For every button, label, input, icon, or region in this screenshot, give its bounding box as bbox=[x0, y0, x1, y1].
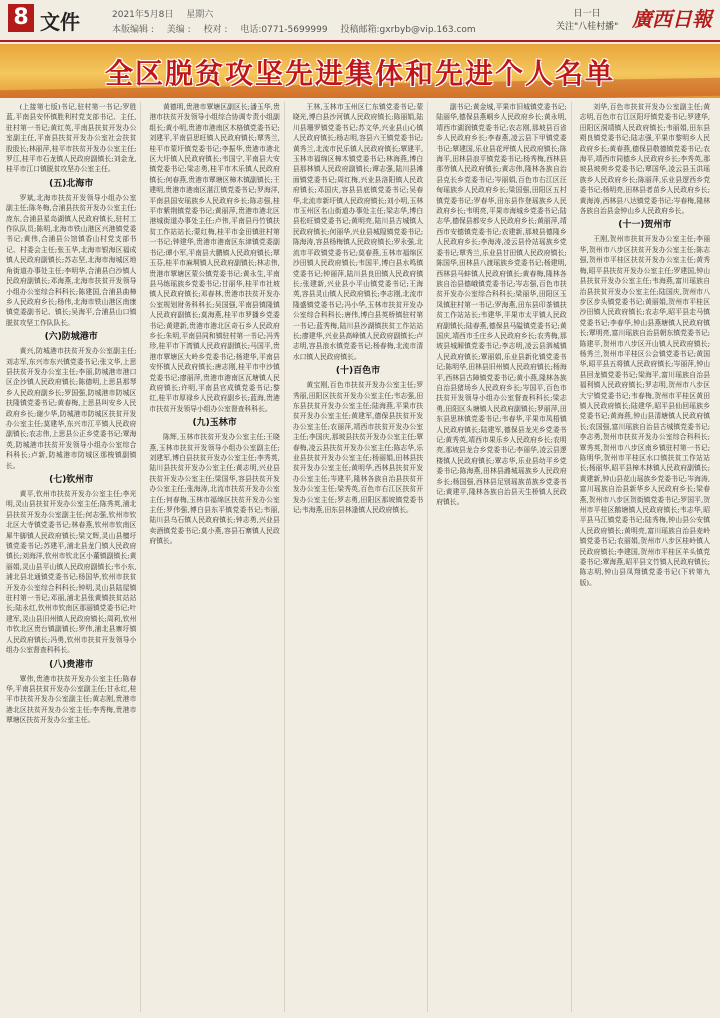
date: 2021年5月8日 bbox=[112, 10, 174, 20]
editor-credit: 本版编辑 : bbox=[112, 25, 154, 35]
daily-notice bbox=[556, 8, 618, 34]
column-5 bbox=[580, 102, 714, 1012]
column-1 bbox=[6, 102, 141, 1012]
heading-hezhou: (十一)贺州市 bbox=[618, 220, 672, 231]
heading-guigang: (八)贵港市 bbox=[49, 659, 94, 670]
col2-text: 黄德明,贵港市覃塘区副区长;潘玉华,贵港市扶贫开发领导小组综合协调专责小组副组长;黄小明,贵港市港南区木格镇党委书记;刘建平,平南县思旺镇人民政府镇长;覃秀兰,桂平市蒙圩镇党委书记;李振华,贵港市港北区大圩镇人民政府镇长;韦国宁,平南县大安镇党委书记;梁志勇,桂平市木乐镇人民政府镇长;何春燕,贵港市覃塘区樟木镇副镇长;王建明,贵港市港南区湛江镇党委书记;罗海洋,平南县国安瑶族乡人民政府乡长;陈志强,桂平市紫荆镇党委书记;黄丽萍,贵港市港北区港城街道办事处主任;卢伟,平南县丹竹镇扶贫工作站站长;蒙红梅,桂平市金田镇驻村第一书记;钟建华,贵港市港南区东津镇党委副书记;谭小军,平南县大鹏镇人民政府镇长;覃玉芬,桂平市麻垌镇人民政府副镇长;林志伟,贵港市覃塘区蒙公镇党委书记;黄永生,平南县马练瑶族乡党委书记;甘丽华,桂平市社坡镇人民政府镇长;邓春林,贵港市扶贫开发办公室规划财务科科长;吴国强,平南县镇隆镇人民政府副镇长;莫海燕,桂平市罗播乡党委书记;黄建新,贵港市港北区奇石乡人民政府乡长;朱明,平南县同和镇驻村第一书记;冯秀珍,桂平市下湾镇人民政府副镇长;马国平,贵港市覃塘区大岭乡党委书记;杨建华,平南县安怀镇人民政府镇长;唐志刚,桂平市中沙镇党委书记;廖丽萍,贵港市港南区瓦塘镇人民政府镇长;许明,平南县官成镇党委书记;黎红,桂平市厚禄乡人民政府副乡长;蓝海,贵港市扶贫开发领导小组办公室督查科科长。 bbox=[149, 103, 280, 413]
col5-hezhou-text: 王刚,贺州市扶贫开发办公室主任;李丽华,贺州市八步区扶贫开发办公室主任;陈志强,贺州市平桂区扶贫开发办公室主任;黄秀梅,昭平县扶贫开发办公室主任;罗建国,钟山县扶贫开发办公室主任;韦海燕,富川瑶族自治县扶贫开发办公室主任;陆国庆,贺州市八步区步头镇党委书记;黄丽娟,贺州市平桂区沙田镇人民政府镇长;农志华,昭平县走马镇党委书记;李春华,钟山县燕塘镇人民政府镇长;覃明亮,富川瑶族自治县朝东镇党委书记;陈建平,贺州市八步区开山镇人民政府镇长;杨秀兰,贺州市平桂区公会镇党委书记;黄国华,昭平县五将镇人民政府镇长;岑丽萍,钟山县回龙镇党委书记;梁海平,富川瑶族自治县福利镇人民政府镇长;罗志明,贺州市八步区大宁镇党委书记;韦春梅,贺州市平桂区黄田镇人民政府镇长;陆建华,昭平县仙回瑶族乡党委书记;黄海燕,钟山县清塘镇人民政府镇长;农国强,富川瑶族自治县古城镇党委书记;李志勇,贺州市扶贫开发办公室综合科科长;覃秀英,贺州市八步区南乡镇驻村第一书记;陈明华,贺州市平桂区水口镇扶贫工作站站长;杨丽华,昭平县樟木林镇人民政府副镇长;黄建新,钟山县花山瑶族乡党委书记;岑海涛,富川瑶族自治县新华乡人民政府乡长;梁春燕,贺州市八步区贺街镇党委书记;罗国平,贺州市平桂区鹅塘镇人民政府镇长;韦志华,昭平县马江镇党委书记;陆秀梅,钟山县公安镇人民政府镇长;黄明亮,富川瑶族自治县麦岭镇党委书记;农丽娟,贺州市八步区桂岭镇人民政府镇长;李建国,贺州市平桂区羊头镇党委书记;覃海燕,昭平县文竹镇人民政府镇长;陈志明,钟山县凤翔镇党委书记(下转第九版)。 bbox=[579, 235, 711, 587]
section-name: 文件 bbox=[40, 10, 80, 34]
headline-title: 全区脱贫攻坚先进集体和先进个人名单 bbox=[104, 57, 615, 90]
col2-yulin-text: 陈辉,玉林市扶贫开发办公室主任;王晓燕,玉林市扶贫开发领导小组办公室副主任;刘建军,博白县扶贫开发办公室主任;李秀英,陆川县扶贫开发办公室主任;黄志明,兴业县扶贫开发办公室主任;梁国华,容县扶贫开发办公室主任;张海涛,北流市扶贫开发办公室主任;何春梅,玉林市福绵区扶贫开发办公室主任;罗伟强,博白县东平镇党委书记;韦丽,陆川县乌石镇人民政府镇长;钟志勇,兴业县卖酒镇党委书记;莫小燕,容县石寨镇人民政府镇长。 bbox=[149, 433, 280, 546]
column-2 bbox=[149, 102, 284, 1012]
designer-credit: 美编 : bbox=[166, 25, 191, 35]
daily-line-1: 日一日 bbox=[573, 9, 601, 19]
newspaper-logo: 廣西日報 bbox=[632, 7, 712, 31]
masthead-credits bbox=[112, 22, 486, 35]
masthead-meta bbox=[112, 7, 223, 20]
article-columns bbox=[6, 102, 714, 1012]
weekday: 星期六 bbox=[186, 10, 214, 20]
col1-guigang-text: 覃伟,贵港市扶贫开发办公室主任;陈春华,平南县扶贫开发办公室副主任;甘永红,桂平市扶贫开发办公室副主任;黄志刚,贵港市港北区扶贫开发办公室主任;李秀梅,贵港市覃塘区扶贫开发办公室主任。 bbox=[6, 674, 137, 725]
col3-baise-text: 黄宝刚,百色市扶贫开发办公室主任;罗秀丽,田阳区扶贫开发办公室主任;韦志强,田东县扶贫开发办公室主任;陆海燕,平果市扶贫开发办公室主任;黄建军,德保县扶贫开发办公室主任;农丽萍,靖西市扶贫开发办公室主任;李国庆,那坡县扶贫开发办公室主任;覃春梅,凌云县扶贫开发办公室主任;陈志华,乐业县扶贫开发办公室主任;杨丽娟,田林县扶贫开发办公室主任;黄明华,西林县扶贫开发办公室主任;岑建平,隆林各族自治县扶贫开发办公室主任;梁秀英,百色市右江区扶贫开发办公室主任;罗志勇,田阳区那坡镇党委书记;韦海燕,田东县林逢镇人民政府镇长。 bbox=[292, 381, 424, 515]
column-3 bbox=[293, 102, 428, 1012]
col1-beihai-text: 罗斌,北海市扶贫开发领导小组办公室副主任;陈冬梅,合浦县扶贫开发办公室主任;庞东,合浦县星岛湖镇人民政府镇长,驻村工作队队员;陈明,北海市铁山港区兴港镇党委书记;黄伟,合浦县公馆镇香山村党支部书记、村委会主任;张玉华,北海市银海区福成镇人民政府副镇长;苏志坚,北海市海城区地角街道办事处主任;李明华,合浦县白沙镇人民政府副镇长;邓海燕,北海市扶贫开发领导小组办公室综合科科长;陈建国,合浦县曲樟乡人民政府乡长;杨伟,北海市铁山港区南康镇党委副书记、镇长;吴海平,合浦县山口镇脱贫攻坚工作队队长。 bbox=[6, 193, 137, 327]
col3-text: 王林,玉林市玉州区仁东镇党委书记;蒙晓光,博白县沙河镇人民政府镇长;陈丽娟,陆川县珊罗镇党委书记;苏文华,兴业县山心镇人民政府镇长;杨志明,容县六王镇党委书记;黄秀兰,北流市民乐镇人民政府镇长;覃建平,玉林市福绵区樟木镇党委书记;林海燕,博白县那林镇人民政府副镇长;谭志强,陆川县滩面镇党委书记;周红梅,兴业县洛阳镇人民政府镇长;邓国庆,容县县底镇党委书记;吴春华,北流市新圩镇人民政府镇长;刘小明,玉林市玉州区名山街道办事处主任;梁志华,博白县松旺镇党委书记;黄明亮,陆川县古城镇人民政府镇长;何丽华,兴业县城隍镇党委书记;陈海涛,容县杨梅镇人民政府镇长;罗永强,北流市平政镇党委书记;莫春燕,玉林市福绵区沙田镇人民政府镇长;韦国平,博白县水鸣镇党委书记;钟丽萍,陆川县良田镇人民政府镇长;张建新,兴业县小平山镇党委书记;王海英,容县灵山镇人民政府镇长;李志刚,北流市隆盛镇党委书记;冯小华,玉林市扶贫开发办公室综合科科长;唐伟,博白县英桥镇驻村第一书记;蓝秀梅,陆川县沙湖镇扶贫工作站站长;廖建华,兴业县高峰镇人民政府副镇长;卢志明,容县浪水镇党委书记;杨春梅,北流市清水口镇人民政府镇长。 bbox=[292, 103, 424, 361]
col1-qinzhou-text: 黄平,钦州市扶贫开发办公室主任;李光明,灵山县扶贫开发办公室主任;陈秀英,浦北县扶贫开发办公室副主任;何志强,钦州市钦北区大寺镇党委书记;林春燕,钦州市钦南区犀牛脚镇人民政府镇长;梁文辉,灵山县檀圩镇党委书记;苏建平,浦北县龙门镇人民政府镇长;刘海洋,钦州市钦北区小董镇副镇长;黄丽娟,灵山县平山镇人民政府副镇长;韦小东,浦北县北通镇党委书记;杨国华,钦州市扶贫开发办公室综合科科长;钟明,灵山县陆屋镇驻村第一书记;邓丽,浦北县张黄镇扶贫站站长;陆永红,钦州市钦南区那丽镇党委书记;叶建军,灵山县旧州镇人民政府镇长;周莉,钦州市钦北区贵台镇副镇长;罗伟,浦北县寨圩镇人民政府镇长;冯勇,钦州市扶贫开发领导小组办公室督查科科长。 bbox=[6, 490, 137, 655]
daily-line-2: 关注"八桂村播" bbox=[556, 22, 619, 32]
heading-qinzhou: (七)钦州市 bbox=[49, 475, 94, 485]
heading-baise: (十)百色市 bbox=[335, 366, 381, 377]
col1-intro: (上接第七版)书记,驻村第一书记;罗胜蓝,平南县安怀镇胜利村党支部书记、主任,驻村第一书记;黄红英,平南县扶贫开发办公室副主任,平南县扶贫开发办公室社会扶贫股股长;林丽萍,桂平市扶贫开发办公室主任;罗江,桂平市石龙镇人民政府副镇长;刘金龙,桂平市江口镇脱贫攻坚办公室主任。 bbox=[6, 103, 137, 174]
proof-credit: 校对 : bbox=[203, 25, 228, 35]
heading-fangchenggang: (六)防城港市 bbox=[44, 332, 98, 343]
masthead bbox=[0, 0, 720, 42]
page-number: 8 bbox=[8, 4, 34, 32]
col1-fangchenggang-text: 黄兴,防城港市扶贫开发办公室副主任;刘志军,东兴市东兴镇党委书记;张文华,上思县扶贫开发办公室主任;李丽,防城港市港口区企沙镇人民政府镇长;陈德明,上思县那琴乡人民政府副乡长;罗国强,防城港市防城区扶隆镇党委书记;黄春梅,上思县叫安乡人民政府乡长;谢少华,防城港市防城区扶贫开发办公室主任;莫建华,东兴市江平镇人民政府副镇长;农志伟,上思县公正乡党委书记;覃海英,防城港市扶贫开发领导小组办公室综合科科长;卢新,防城港市防城区那梭镇副镇长。 bbox=[6, 347, 137, 470]
headline-banner bbox=[0, 44, 720, 98]
heading-yulin: (九)玉林市 bbox=[192, 418, 237, 429]
heading-beihai: (五)北海市 bbox=[49, 178, 94, 189]
email: 投稿邮箱:gxrbyb@vip.163.com bbox=[340, 25, 476, 35]
col4-text: 副书记;黄金城,平果市旧城镇党委书记;陆丽华,德保县燕峒乡人民政府乡长;黄永明,靖西市湖润镇党委书记;农志刚,那坡县百省乡人民政府乡长;李春燕,凌云县下甲镇党委书记;覃建国,乐业县花坪镇人民政府镇长;陈海平,田林县浪平镇党委书记;杨秀梅,西林县那劳镇人民政府镇长;黄志伟,隆林各族自治县克长乡党委书记;岑丽娟,百色市右江区汪甸瑶族乡人民政府乡长;梁国强,田阳区五村镇党委书记;罗春华,田东县作登瑶族乡人民政府乡长;韦明亮,平果市海城乡党委书记;陆志华,德保县都安乡人民政府乡长;黄丽萍,靖西市安德镇党委书记;农建新,那坡县德隆乡人民政府乡长;李海涛,凌云县伶站瑶族乡党委书记;覃秀兰,乐业县甘田镇人民政府镇长;陈国华,田林县八渡瑶族乡党委书记;杨建明,西林县马蚌镇人民政府镇长;黄春梅,隆林各族自治县德峨镇党委书记;岑志强,百色市扶贫开发办公室综合科科长;梁丽华,田阳区玉凤镇驻村第一书记;罗海燕,田东县印茶镇扶贫工作站站长;韦建华,平果市太平镇人民政府副镇长;陆春燕,德保县马隘镇党委书记;黄国庆,靖西市壬庄乡人民政府乡长;农秀梅,那坡县城厢镇党委书记;李志明,凌云县泗城镇人民政府镇长;覃丽娟,乐业县新化镇党委书记;陈明华,田林县旧州镇人民政府镇长;杨海平,西林县古障镇党委书记;黄小燕,隆林各族自治县猪场乡人民政府乡长;岑国平,百色市扶贫开发领导小组办公室督查科科长;梁志勇,田阳区头塘镇人民政府副镇长;罗丽萍,田东县思林镇党委书记;韦春华,平果市凤梧镇人民政府镇长;陆建军,德保县龙光乡党委书记;黄秀英,靖西市果乐乡人民政府乡长;农明亮,那坡县龙合乡党委书记;李丽华,凌云县逻楼镇人民政府镇长;覃志华,乐业县幼平乡党委书记;陈海燕,田林县潞城瑶族乡人民政府乡长;杨国强,西林县足别瑶族苗族乡党委书记;黄建平,隆林各族自治县天生桥镇人民政府镇长。 bbox=[436, 103, 567, 507]
col5-text: 刘华,百色市扶贫开发办公室副主任;黄志明,百色市右江区阳圩镇党委书记;罗建华,田阳区洞靖镇人民政府镇长;韦丽娟,田东县朔良镇党委书记;陆志强,平果市黎明乡人民政府乡长;黄春燕,德保县敬德镇党委书记;农海平,靖西市同德乡人民政府乡长;李秀英,那坡县坡荷乡党委书记;覃国华,凌云县玉洪瑶族乡人民政府乡长;陈丽萍,乐业县逻西乡党委书记;杨明亮,田林县者苗乡人民政府乡长;黄海涛,西林县八达镇党委书记;岑春梅,隆林各族自治县金钟山乡人民政府乡长。 bbox=[579, 103, 711, 216]
column-4 bbox=[436, 102, 571, 1012]
phone: 电话:0771-5699999 bbox=[240, 25, 328, 35]
